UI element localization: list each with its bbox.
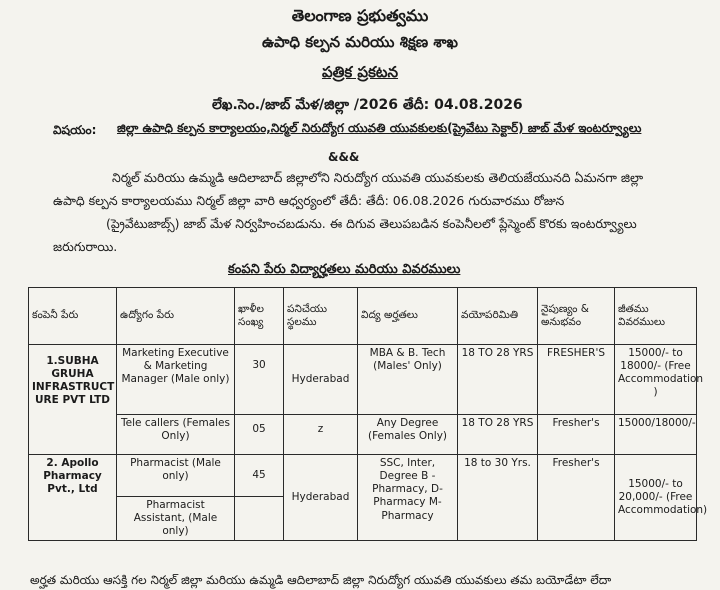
header-skill: నైపుణ్యం & అనుభవం — [538, 288, 615, 345]
subject-label: విషయం: — [53, 123, 97, 137]
skill-experience: Fresher's — [538, 415, 615, 455]
qualification: SSC, Inter, Degree B - Pharmacy, D- Pharmacy M- Pharmacy — [358, 455, 458, 541]
salary: 15000/18000/- — [615, 415, 697, 455]
header-qualification: విద్య అర్హతలు — [358, 288, 458, 345]
work-location: Hyderabad — [284, 455, 358, 541]
age-limit: 18 to 30 Yrs. — [458, 455, 538, 541]
separator-mark: &&& — [328, 150, 360, 164]
table-title: కంపని పేరు విద్యార్హతలు మరియు వివరములు — [228, 262, 461, 277]
age-limit: 18 TO 28 YRS — [458, 415, 538, 455]
press-release-title: పత్రిక ప్రకటన — [321, 63, 399, 81]
government-title: తెలంగాణ ప్రభుత్వము — [291, 6, 429, 25]
qualification: Any Degree (Females Only) — [358, 415, 458, 455]
vacancies-empty — [235, 497, 284, 541]
skill-experience: Fresher's — [538, 455, 615, 541]
table-row — [29, 345, 697, 415]
salary: 15000/- to 20,000/- (Free Accommodation) — [615, 455, 697, 541]
body-line-4: జరుగురాయి. — [53, 239, 118, 254]
header-company: కంపెనీ పేరు — [29, 288, 117, 345]
table-row — [29, 415, 697, 455]
job-title: Tele callers (Females Only) — [117, 415, 235, 455]
skill-experience: FRESHER'S — [538, 345, 615, 415]
subject-text: జిల్లా ఉపాధి కల్పన కార్యాలయం,నిర్మల్ నిరుద్యోగ యువతి యువకులకు(ప్రైవేటు సెక్టార్) జాబ్ మేళ ఇంటర్వ్యూలు — [117, 121, 642, 135]
qualification: MBA & B. Tech (Males' Only) — [358, 345, 458, 415]
work-location: Hyderabad — [284, 345, 358, 415]
reference-line: లేఖ.సెం./జాబ్ మేళ/జిల్లా /2026 తేదీ: 04.08.2026 — [212, 97, 523, 113]
body-line-1: నిర్మల్ మరియు ఉమ్మడి ఆదిలాబాద్ జిల్లాలోని నిరుద్యోగ యువతి యువకులకు తెలియజేయునది ఏమనగా జిల్లా — [112, 170, 644, 185]
vacancies: 05 — [235, 415, 284, 455]
work-location: z — [284, 415, 358, 455]
vacancies: 45 — [235, 455, 284, 497]
age-limit: 18 TO 28 YRS — [458, 345, 538, 415]
job-title: Marketing Executive & Marketing Manager (Male only) — [117, 345, 235, 415]
table-header-row — [29, 288, 697, 345]
header-location: పనిచేయు స్థలము — [284, 288, 358, 345]
header-age: వయోపరిమితి — [458, 288, 538, 345]
vacancies: 30 — [235, 345, 284, 415]
footer-line: అర్హత మరియు ఆసక్తి గల నిర్మల్ జిల్లా మరియు ఉమ్మడి ఆదిలాబాద్ జిల్లా నిరుద్యోగ యువతి యువకులు తమ బయోడేటా లేదా — [30, 573, 612, 587]
header-salary: జీతము వివరములు — [615, 288, 697, 345]
header-job: ఉద్యోగం పేరు — [117, 288, 235, 345]
table-row — [29, 455, 697, 497]
body-line-3: (ప్రైవేటుజాబ్స్) జాబ్ మేళ నిర్వహించబడును. ఈ దిగువ తెలుపబడిన కంపెనీలలో ప్లేస్మెంట్ కొరకు ఇంటర్వ్యూలు — [106, 216, 637, 231]
jobs-table — [28, 287, 708, 541]
department-title: ఉపాధి కల్పన మరియు శిక్షణ శాఖ — [262, 33, 458, 51]
company-name: 1.SUBHA GRUHA INFRASTRUCT URE PVT LTD — [29, 345, 117, 455]
job-title: Pharmacist Assistant, (Male only) — [117, 497, 235, 541]
body-line-2: ఉపాధి కల్పన కార్యాలయము నిర్మల్ జిల్లా వారి ఆధ్వర్యంలో తేదీ: తేదీ: 06.08.2026 గురువారము రోజున — [53, 193, 565, 208]
job-title: Pharmacist (Male only) — [117, 455, 235, 497]
company-name: 2. Apollo Pharmacy Pvt., Ltd — [29, 455, 117, 541]
salary: 15000/- to 18000/- (Free Accommodation ) — [615, 345, 697, 415]
header-vacancies: ఖాళీల సంఖ్య — [235, 288, 284, 345]
